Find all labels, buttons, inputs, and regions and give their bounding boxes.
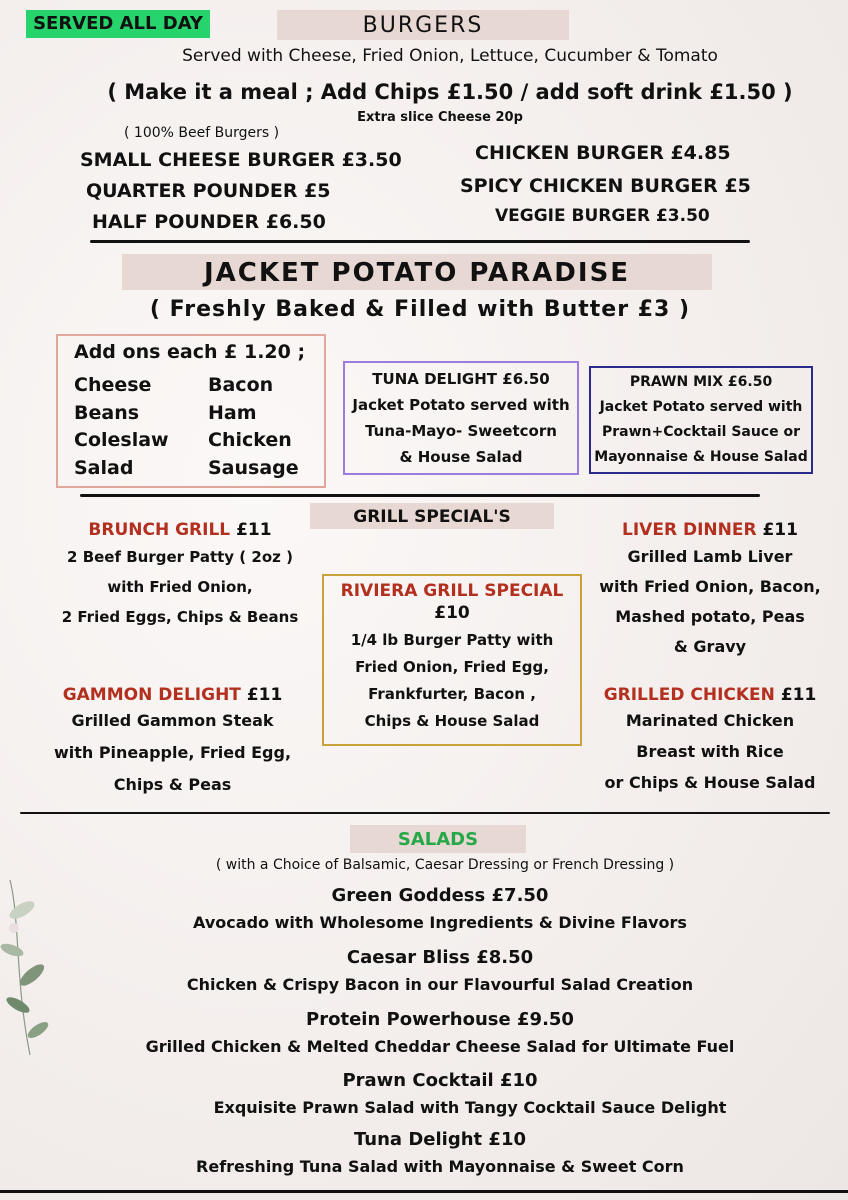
gammon-name: GAMMON DELIGHT (62, 685, 241, 705)
riviera-line: 1/4 lb Burger Patty with (350, 631, 554, 649)
burger-name: SPICY CHICKEN BURGER (460, 175, 718, 197)
addon-item: Cheese (74, 374, 152, 396)
prawn-line: Prawn+Cocktail Sauce or (601, 424, 801, 440)
jacket-potato-heading: JACKET POTATO PARADISE (122, 254, 712, 290)
addon-item: Beans (74, 401, 140, 424)
salad-price: £7.50 (491, 885, 549, 906)
addons-box (56, 334, 326, 488)
salad-price: £10 (499, 1070, 538, 1091)
salad-price: £8.50 (476, 947, 534, 968)
chicken-line: Breast with Rice (636, 742, 784, 761)
salad-desc: Avocado with Wholesome Ingredients & Divine Flavors (193, 913, 687, 932)
salads-note: ( with a Choice of Balsamic, Caesar Dressing or French Dressing ) (215, 857, 675, 873)
beef-note: ( 100% Beef Burgers ) (124, 125, 280, 141)
salads-heading: SALADS (350, 825, 526, 853)
salad-desc: Exquisite Prawn Salad with Tangy Cocktail Sauce Delight (213, 1098, 727, 1117)
addon-item: Ham (208, 401, 257, 424)
salad-item (60, 1069, 820, 1123)
gammon-line: Grilled Gammon Steak (71, 711, 274, 730)
prawn-line: Mayonnaise & House Salad (594, 449, 808, 465)
meal-offer: ( Make it a meal ; Add Chips £1.50 / add soft drink £1.50 ) (107, 80, 793, 104)
tuna-delight-box (343, 361, 579, 475)
burger-name: VEGGIE BURGER (495, 206, 651, 226)
tuna-title: TUNA DELIGHT £6.50 (372, 370, 550, 388)
chicken-line: or Chips & House Salad (604, 773, 816, 792)
tuna-line: & House Salad (399, 448, 523, 466)
addon-item: Coleslaw (74, 429, 169, 451)
chicken-line: Marinated Chicken (625, 711, 795, 730)
liver-name: LIVER DINNER (622, 520, 757, 540)
chicken-name: GRILLED CHICKEN (603, 685, 775, 705)
salad-price: £9.50 (517, 1009, 574, 1030)
salad-name: Green Goddess (331, 885, 486, 906)
burger-item (495, 206, 795, 226)
riviera-price: £10 (434, 603, 470, 623)
brunch-name: BRUNCH GRILL (88, 520, 231, 540)
burger-price: £5 (724, 175, 751, 197)
chicken-price: £11 (780, 685, 817, 705)
liver-line: Grilled Lamb Liver (627, 547, 793, 566)
burger-name: SMALL CHEESE BURGER (80, 149, 335, 171)
salad-item (60, 1128, 820, 1182)
riviera-grill-box (322, 574, 582, 746)
burger-item (475, 142, 805, 164)
jacket-subtitle: ( Freshly Baked & Filled with Butter £3 ) (149, 297, 691, 322)
burger-price: £6.50 (265, 211, 326, 233)
tuna-line: Jacket Potato served with (352, 396, 570, 414)
salad-item (60, 1008, 820, 1062)
addon-item: Bacon (208, 374, 274, 396)
brunch-line: 2 Beef Burger Patty ( 2oz ) (67, 548, 293, 566)
leaf-decoration-icon (0, 880, 60, 1060)
addon-item: Sausage (208, 456, 299, 479)
riviera-line: Fried Onion, Fried Egg, (355, 658, 549, 676)
riviera-line: Frankfurter, Bacon , (368, 685, 536, 703)
burger-price: £5 (304, 180, 331, 202)
brunch-line: 2 Fried Eggs, Chips & Beans (61, 608, 299, 626)
extra-cheese: Extra slice Cheese 20p (357, 110, 523, 125)
brunch-price: £11 (236, 520, 272, 540)
liver-dinner (590, 520, 830, 662)
burger-name: QUARTER POUNDER (86, 180, 298, 202)
salad-name: Caesar Bliss (346, 947, 470, 968)
burger-name: CHICKEN BURGER (475, 142, 664, 164)
liver-line: Mashed potato, Peas (615, 607, 805, 626)
liver-line: with Fried Onion, Bacon, (599, 577, 821, 596)
addons-left-list (74, 372, 169, 482)
salad-item (60, 884, 820, 938)
salad-name: Tuna Delight (354, 1129, 483, 1150)
salad-price: £10 (488, 1129, 526, 1150)
addons-right-list (208, 372, 299, 482)
burger-name: HALF POUNDER (92, 211, 260, 233)
prawn-line: Jacket Potato served with (599, 399, 803, 415)
brunch-grill (40, 520, 320, 632)
brunch-line: with Fried Onion, (107, 578, 253, 596)
salad-name: Prawn Cocktail (342, 1070, 494, 1091)
liver-price: £11 (762, 520, 798, 540)
grilled-chicken (585, 685, 835, 798)
liver-line: & Gravy (673, 637, 747, 656)
gammon-line: Chips & Peas (113, 775, 232, 794)
addon-item: Salad (74, 456, 134, 479)
prawn-title: PRAWN MIX £6.50 (629, 374, 773, 390)
section-divider (80, 494, 760, 497)
burger-price: £3.50 (341, 149, 402, 171)
burgers-subtitle: Served with Cheese, Fried Onion, Lettuce, Cucumber & Tomato (182, 46, 718, 66)
gammon-delight (30, 685, 315, 801)
salad-name: Protein Powerhouse (306, 1009, 511, 1030)
riviera-name: RIVIERA GRILL SPECIAL (340, 581, 564, 601)
burger-price: £3.50 (655, 206, 710, 226)
tuna-line: Tuna-Mayo- Sweetcorn (365, 422, 557, 440)
grill-heading: GRILL SPECIAL'S (310, 503, 554, 529)
riviera-line: Chips & House Salad (364, 712, 540, 730)
section-divider (20, 812, 830, 814)
salad-desc: Refreshing Tuna Salad with Mayonnaise & Sweet Corn (196, 1157, 684, 1176)
addon-item: Chicken (208, 429, 292, 451)
bottom-border (0, 1190, 848, 1193)
burger-price: £4.85 (670, 142, 731, 164)
addons-title: Add ons each £ 1.20 ; (74, 341, 306, 363)
burger-item (92, 211, 422, 233)
burgers-heading: BURGERS (277, 10, 569, 40)
gammon-price: £11 (246, 685, 283, 705)
burger-item (86, 180, 416, 202)
gammon-line: with Pineapple, Fried Egg, (53, 743, 292, 762)
salad-desc: Grilled Chicken & Melted Cheddar Cheese Salad for Ultimate Fuel (145, 1037, 735, 1056)
served-all-day-badge: SERVED ALL DAY (26, 10, 210, 38)
burger-item (80, 149, 410, 171)
prawn-mix-box (589, 366, 813, 474)
salad-item (60, 946, 820, 1000)
section-divider (90, 240, 750, 243)
salad-desc: Chicken & Crispy Bacon in our Flavourful Salad Creation (186, 975, 694, 994)
burger-item (460, 175, 800, 197)
